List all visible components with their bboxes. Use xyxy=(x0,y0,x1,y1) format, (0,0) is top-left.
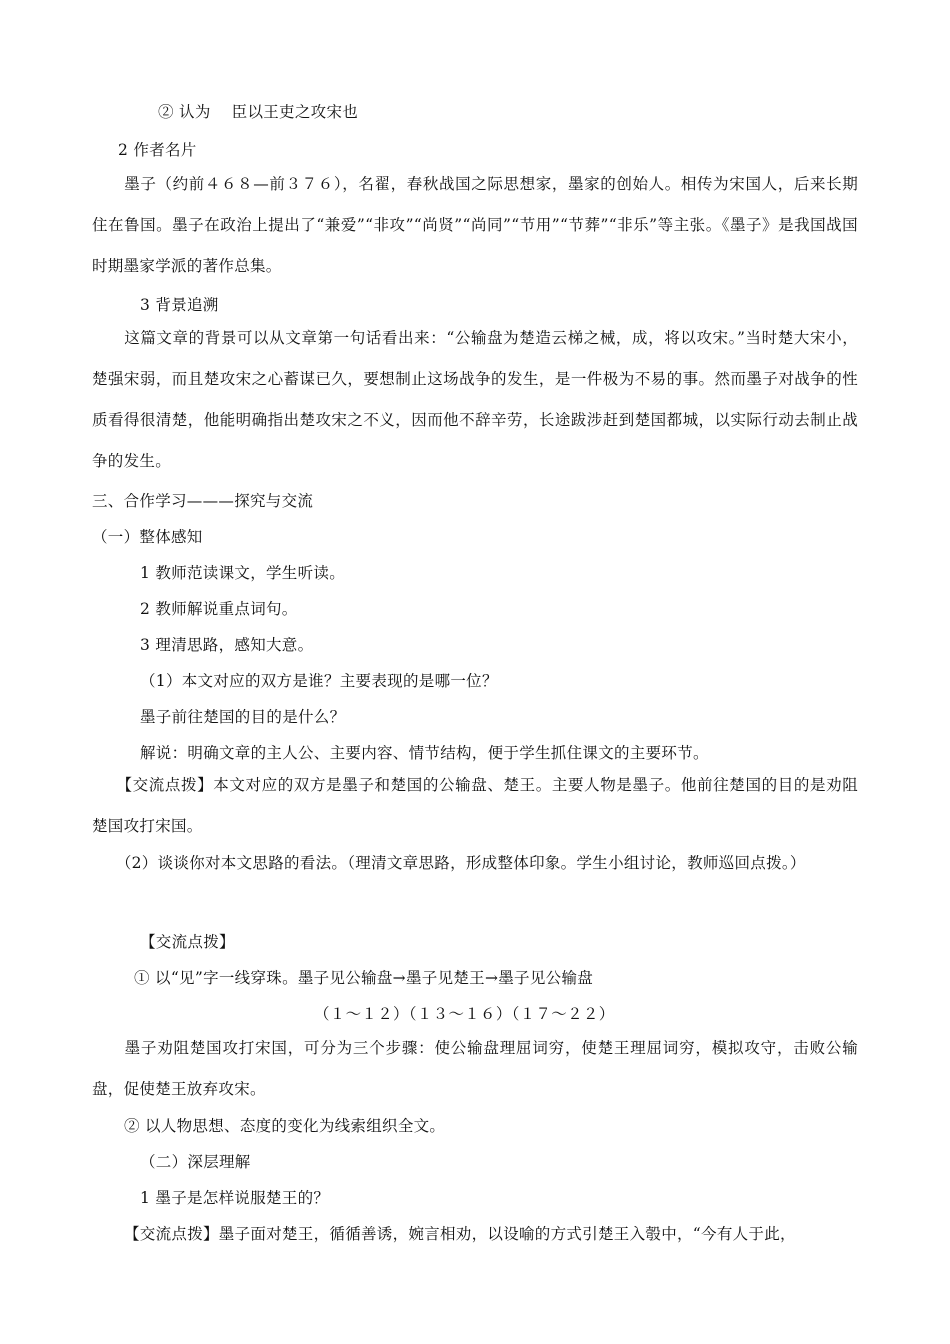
deep-question-1: 1 墨子是怎样说服楚王的？ xyxy=(140,1189,330,1207)
paragraph-background: 这篇文章的背景可以从文章第一句话看出来：“公输盘为楚造云梯之械，成，将以攻宋。”当时楚大宋小，楚强宋弱，而且楚攻宋之心蓄谋已久，要想制止这场战争的发生，是一件极为不易的事。然而墨子对战争的性质看得很清楚，他能明确指出楚攻宋之不义，因而他不辞辛劳，长途跋涉赶到楚国都城，以实际行动去制止战争的发生。 xyxy=(92,329,858,470)
subsection-heading-2: （二）深层理解 xyxy=(140,1153,251,1171)
question-2: （2）谈谈你对本文思路的看法。（理清文章思路，形成整体印象。学生小组讨论，教师巡回点拨。） xyxy=(92,854,806,872)
answer-1: 【交流点拨】本文对应的双方是墨子和楚国的公输盘、楚王。主要人物是墨子。他前往楚国的目的是劝阻楚国攻打宋国。 xyxy=(92,776,858,835)
list-item-3: 3 理清思路，感知大意。 xyxy=(140,636,314,654)
explanation-1: 解说：明确文章的主人公、主要内容、情节结构，便于学生抓住课文的主要环节。 xyxy=(140,744,709,762)
question-1b: 墨子前往楚国的目的是什么？ xyxy=(140,708,346,726)
paragraph-ranges: （１～１２）（１３～１６）（１７～２２） xyxy=(314,1005,615,1023)
heading-background: 3 背景追溯 xyxy=(140,296,219,314)
item-renwei: ② 认为 臣以王吏之攻宋也 xyxy=(158,103,359,121)
question-1: （1）本文对应的双方是谁？主要表现的是哪一位？ xyxy=(140,672,498,690)
subsection-heading-1: （一）整体感知 xyxy=(92,528,203,546)
paragraph-steps: 墨子劝阻楚国攻打宋国，可分为三个步骤：使公输盘理屈词穷，使楚王理屈词穷，模拟攻守，击败公输盘，促使楚王放弃攻宋。 xyxy=(92,1039,858,1098)
deep-answer-1: 【交流点拨】墨子面对楚王，循循善诱，婉言相劝，以设喻的方式引楚王入彀中，“今有人于此， xyxy=(124,1225,796,1243)
section-heading-3: 三、合作学习———探究与交流 xyxy=(92,492,314,510)
answer-2-heading: 【交流点拨】 xyxy=(140,933,235,951)
paragraph-author: 墨子（约前４６８—前３７６），名翟，春秋战国之际思想家，墨家的创始人。相传为宋国人，后来长期住在鲁国。墨子在政治上提出了“兼爱”“非攻”“尚贤”“尚同”“节用”“节葬”“非乐”等主张。《墨子》是我国战国时期墨家学派的著作总集。 xyxy=(92,175,858,275)
heading-author-card: 2 作者名片 xyxy=(118,141,197,159)
list-item-2: 2 教师解说重点词句。 xyxy=(140,600,298,618)
list-item-1: 1 教师范读课文，学生听读。 xyxy=(140,564,345,582)
answer-2-point-2: ② 以人物思想、态度的变化为线索组织全文。 xyxy=(124,1117,446,1135)
answer-2-point-1: ① 以“见”字一线穿珠。墨子见公输盘→墨子见楚王→墨子见公输盘 xyxy=(134,969,594,987)
